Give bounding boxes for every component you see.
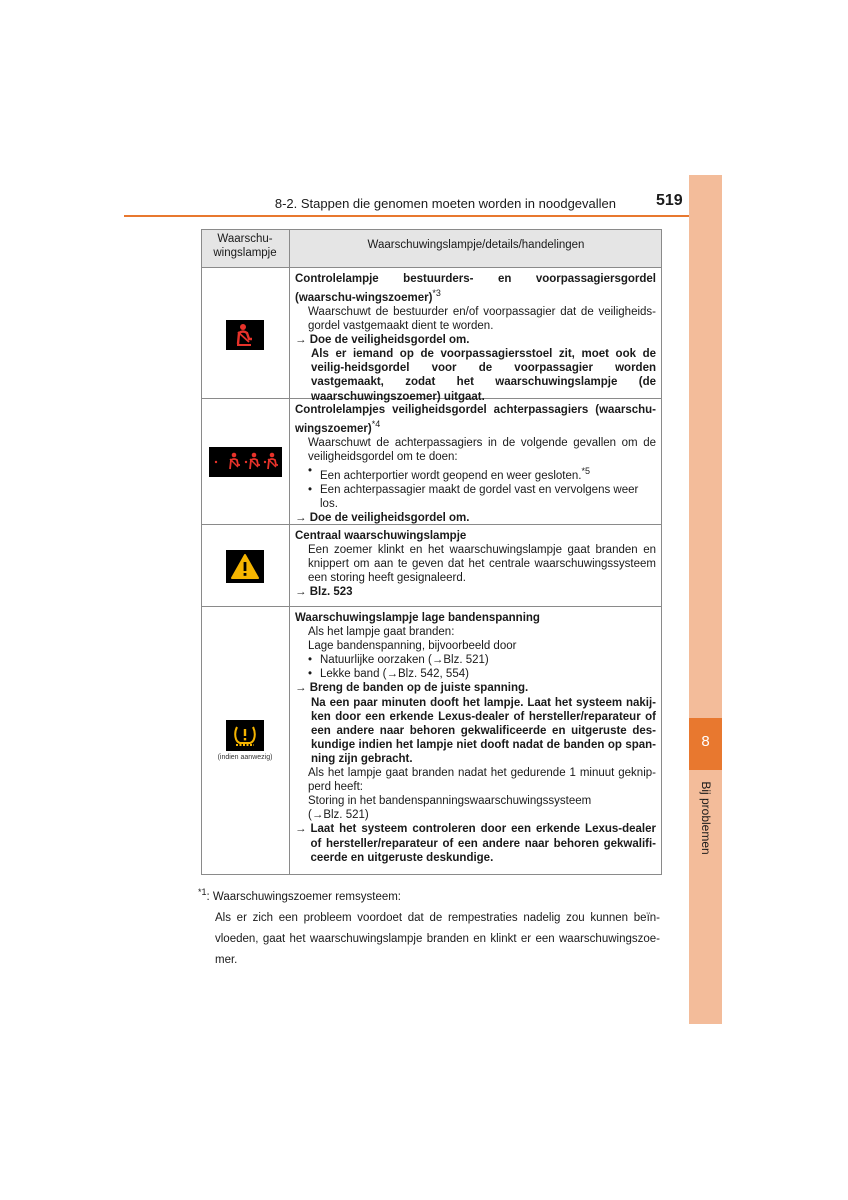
header-rule [124, 215, 689, 217]
rear-seatbelt-reminder-icon [209, 447, 282, 477]
list-item: • Natuurlijke oorzaken (→Blz. 521) [308, 653, 656, 667]
seatbelt-reminder-icon [226, 320, 264, 350]
table-border-left [201, 229, 202, 875]
table-border-top [201, 229, 662, 230]
row-action: → Breng de banden op de juiste spanning. [295, 682, 529, 695]
row-title: Waarschuwingslampje lage bandenspanning [295, 612, 540, 624]
list-item: • Lekke band (→Blz. 542, 554) [308, 667, 656, 681]
row-text-line: Lage bandenspanning, bijvoorbeeld door [308, 640, 517, 653]
table-border-right [661, 229, 662, 875]
table-row-divider [201, 267, 662, 268]
row-text-line: (→Blz. 521) [308, 809, 369, 822]
footnote [198, 882, 660, 971]
row-title: Controlelampje bestuurders- en voorpassagiersgordel (waarschu-wingszoemer)$^{*3}$ [295, 273, 656, 304]
footnote-title: $^{*1}$: Waarschuwingszoemer remsysteem: [198, 887, 402, 903]
footnote-body: Als er zich een probleem voordoet dat de rempestraties nadelig zou kunnen beïn-vloeden, gaat het waarschuwingslampje branden en klinkt er een waarschuwingszoe-mer. [215, 911, 660, 966]
section-title: 8-2. Stappen die genomen moeten worden in noodgevallen [274, 196, 616, 211]
row-action: → Doe de veiligheidsgordel om. [295, 512, 470, 525]
table-row-divider [201, 606, 662, 607]
row-description: Een zoemer klinkt en het waarschuwingslampje gaat branden en knippert om aan te geven dat het centrale waarschuwingssysteem een storing heeft gesignaleerd. [308, 544, 656, 585]
row-description: Waarschuwt de bestuurder en/of voorpassagier dat de veiligheids-gordel vastgemaakt dient te worden. [308, 306, 656, 333]
row-action: → Laat het systeem controleren door een erkende Lexus-dealer of hersteller/reparateur of een andere naar behoren gekwalifi-ceerde en uitgeruste deskundige. [295, 823, 656, 864]
chapter-name: Bij problemen [699, 781, 713, 855]
page-reference-link[interactable]: → Blz. 523 [295, 586, 353, 599]
table-row-master-warning [295, 529, 656, 599]
table-row-seatbelt-rear [295, 403, 656, 525]
table-header-icon-column: Waarschu- wingslampje [213, 233, 277, 259]
table-border-bottom [201, 874, 662, 875]
row-action-note: Na een paar minuten dooft het lampje. Laat het systeem nakij-ken door een erkende Lexus-dealer of hersteller/reparateur of een andere naar behoren gekwalificeerde en uitgeruste des-kundige indien het lampje niet dooft nadat de banden op span-ning zijn gebracht. [311, 696, 656, 765]
chapter-side-tab [689, 175, 722, 1024]
row-text-line: Als het lampje gaat branden nadat het gedurende 1 minuut geknip-perd heeft: [308, 767, 656, 794]
table-column-divider [289, 229, 290, 875]
row-description: Waarschuwt de achterpassagiers in de volgende gevallen om de veiligheidsgordel om te doen: [308, 437, 656, 464]
row-action-note: Als er iemand op de voorpassagiersstoel zit, moet ook de veilig-heidsgordel voor de voorpassagier worden vastgemaakt, zodat het waarschuwingslampje (de waarschuwingszoemer) uitgaat. [311, 348, 656, 403]
list-item: • Een achterpassagier maakt de gordel vast en vervolgens weer los. [308, 483, 656, 511]
table-row-tire-pressure [295, 611, 656, 865]
table-row-seatbelt-front [295, 272, 656, 404]
table-header-details-column: Waarschuwingslampje/details/handelingen [367, 239, 585, 251]
chapter-number: 8 [701, 733, 710, 750]
master-warning-icon [226, 550, 264, 583]
row-text-line: Storing in het bandenspanningswaarschuwingssysteem [308, 795, 592, 808]
row-text-line: Als het lampje gaat branden: [308, 626, 455, 639]
row-title: Centraal waarschuwingslampje [295, 530, 467, 542]
optional-equipment-note: (indien aanwezig) [217, 754, 273, 761]
row-title: Controlelampjes veiligheidsgordel achterpassagiers (waarschu-wingszoemer)$^{*4}$ [295, 404, 656, 435]
page-number: 519 [656, 192, 683, 209]
row-action: → Doe de veiligheidsgordel om. [295, 334, 470, 347]
tire-pressure-warning-icon [226, 720, 264, 751]
list-item: • Een achterportier wordt geopend en weer gesloten.$^{*5}$ [308, 464, 656, 483]
